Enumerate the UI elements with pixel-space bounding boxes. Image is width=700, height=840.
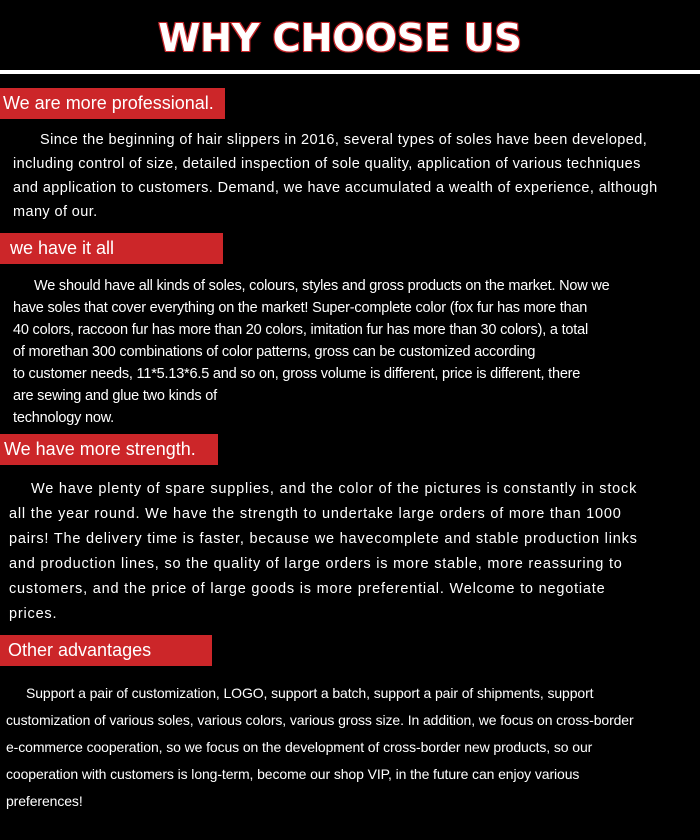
- section-heading-other-advantages: Other advantages: [0, 635, 212, 666]
- text-line: preferences!: [6, 793, 83, 809]
- text-line: customers, and the price of large goods is more preferential. Welcome to negotiate: [9, 581, 606, 597]
- text-line: technology now.: [13, 410, 114, 426]
- text-line: including control of size, detailed inspection of sole quality, application of various techniques: [13, 156, 641, 172]
- title-divider: [0, 70, 700, 74]
- section-heading-professional: We are more professional.: [0, 88, 225, 119]
- text-line: prices.: [9, 606, 58, 622]
- text-line: We have plenty of spare supplies, and the color of the pictures is constantly in stock: [31, 481, 638, 497]
- section-heading-have-it-all: we have it all: [0, 233, 223, 264]
- text-line: e-commerce cooperation, so we focus on the development of cross-border new products, so our: [6, 739, 593, 755]
- text-line: pairs! The delivery time is faster, because we havecomplete and stable production links: [9, 531, 638, 547]
- text-line: 40 colors, raccoon fur has more than 20 colors, imitation fur has more than 30 colors), a total: [13, 322, 588, 338]
- text-line: have soles that cover everything on the market! Super-complete color (fox fur has more than: [13, 300, 588, 316]
- text-line: customization of various soles, various colors, various gross size. In addition, we focus on cross-border: [6, 712, 634, 728]
- text-line: are sewing and glue two kinds of: [13, 388, 217, 404]
- text-line: Since the beginning of hair slippers in 2016, several types of soles have been developed,: [40, 132, 648, 148]
- section-text-strength: [0, 477, 700, 627]
- page-title: WHY CHOOSE US: [158, 16, 522, 60]
- text-line: cooperation with customers is long-term, become our shop VIP, in the future can enjoy various: [6, 766, 580, 782]
- section-text-other-advantages: [0, 680, 700, 815]
- section-text-have-it-all: [0, 275, 700, 429]
- text-line: and production lines, so the quality of large orders is more stable, more reassuring to: [9, 556, 623, 572]
- section-heading-strength: We have more strength.: [0, 434, 218, 465]
- text-line: Support a pair of customization, LOGO, support a batch, support a pair of shipments, support: [26, 685, 594, 701]
- text-line: to customer needs, 11*5.13*6.5 and so on, gross volume is different, price is different, there: [13, 366, 581, 382]
- text-line: and application to customers. Demand, we have accumulated a wealth of experience, although: [13, 180, 658, 196]
- text-line: all the year round. We have the strength to undertake large orders of more than 1000: [9, 506, 622, 522]
- text-line: many of our.: [13, 204, 98, 220]
- section-text-professional: [0, 128, 700, 224]
- text-line: of morethan 300 combinations of color patterns, gross can be customized according: [13, 344, 536, 360]
- text-line: We should have all kinds of soles, colours, styles and gross products on the market. Now we: [34, 278, 610, 294]
